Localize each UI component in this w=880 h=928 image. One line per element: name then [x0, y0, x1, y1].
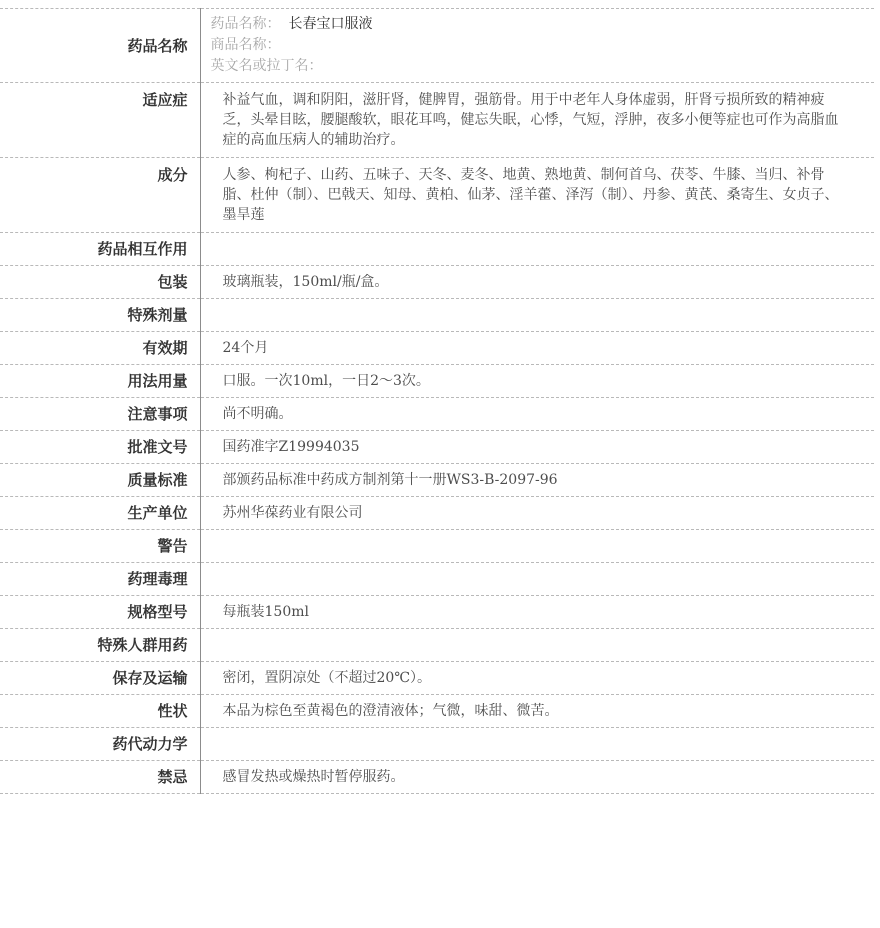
table-row-shelf-life	[0, 332, 874, 365]
row-value: 苏州华葆药业有限公司	[222, 505, 363, 521]
row-value: 口服。一次10ml，一日2～3次。	[222, 373, 430, 389]
row-value: 本品为棕色至黄褐色的澄清液体；气微，味甜、微苦。	[222, 703, 559, 719]
row-value	[200, 299, 874, 332]
row-label: 保存及运输	[0, 662, 200, 695]
row-label: 注意事项	[0, 398, 200, 431]
row-value	[200, 530, 874, 563]
table-row-indications	[0, 83, 874, 158]
row-label: 批准文号	[0, 431, 200, 464]
table-row-precautions	[0, 398, 874, 431]
row-label: 禁忌	[0, 761, 200, 794]
row-label: 药代动力学	[0, 728, 200, 761]
row-value-drug-name	[200, 9, 874, 83]
row-label: 用法用量	[0, 365, 200, 398]
drug-info-table	[0, 8, 874, 794]
row-label: 药品名称	[0, 9, 200, 83]
table-row-ingredients	[0, 158, 874, 233]
row-value: 人参、枸杞子、山药、五味子、天冬、麦冬、地黄、熟地黄、制何首乌、茯苓、牛膝、当归、补骨脂、杜仲（制）、巴戟天、知母、黄柏、仙茅、淫羊藿、泽泻（制）、丹参、黄芪、桑寄生、女贞子、墨旱莲	[222, 167, 839, 223]
table-row-packaging	[0, 266, 874, 299]
row-value: 国药准字Z19994035	[222, 439, 360, 455]
row-value: 感冒发热或燥热时暂停服药。	[222, 769, 405, 785]
row-value: 玻璃瓶装，150ml/瓶/盒。	[222, 274, 389, 290]
row-label: 适应症	[0, 83, 200, 158]
drug-name-value: 长春宝口服液	[288, 16, 373, 32]
table-row-contraindications	[0, 761, 874, 794]
table-row-dosage-usage	[0, 365, 874, 398]
row-value: 密闭，置阴凉处（不超过20℃）。	[222, 670, 431, 686]
row-label: 规格型号	[0, 596, 200, 629]
field-prefix-drug-name: 药品名称：	[210, 16, 281, 32]
row-label: 性状	[0, 695, 200, 728]
row-label: 警告	[0, 530, 200, 563]
table-row-special-dosage	[0, 299, 874, 332]
table-row-approval-number	[0, 431, 874, 464]
table-row-manufacturer	[0, 497, 874, 530]
row-value	[200, 563, 874, 596]
row-value	[200, 728, 874, 761]
table-row-special-populations	[0, 629, 874, 662]
row-value	[200, 233, 874, 266]
field-prefix-trade-name: 商品名称：	[210, 37, 281, 53]
row-label: 药理毒理	[0, 563, 200, 596]
table-row-pharmacology-toxicology	[0, 563, 874, 596]
table-row-description	[0, 695, 874, 728]
row-value: 24个月	[222, 340, 269, 356]
trade-name-line	[211, 35, 845, 56]
row-value: 每瓶装150ml	[222, 604, 309, 620]
table-row-interactions	[0, 233, 874, 266]
drug-name-line	[211, 14, 845, 35]
row-value	[200, 629, 874, 662]
latin-name-line	[211, 56, 845, 77]
table-row-specification	[0, 596, 874, 629]
row-label: 生产单位	[0, 497, 200, 530]
table-row-quality-standard	[0, 464, 874, 497]
row-value: 补益气血，调和阴阳，滋肝肾，健脾胃，强筋骨。用于中老年人身体虚弱，肝肾亏损所致的精神疲乏，头晕目眩，腰腿酸软，眼花耳鸣，健忘失眠，心悸，气短，浮肿，夜多小便等症也可作为高脂血症的高血压病人的辅助治疗。	[222, 92, 839, 148]
table-row-storage-transport	[0, 662, 874, 695]
table-row-drug-name	[0, 9, 874, 83]
row-label: 有效期	[0, 332, 200, 365]
table-row-warning	[0, 530, 874, 563]
row-label: 成分	[0, 158, 200, 233]
row-label: 质量标准	[0, 464, 200, 497]
row-value: 部颁药品标准中药成方制剂第十一册WS3-B-2097-96	[222, 472, 558, 488]
table-row-pharmacokinetics	[0, 728, 874, 761]
row-label: 特殊剂量	[0, 299, 200, 332]
field-prefix-latin-name: 英文名或拉丁名：	[210, 58, 323, 74]
row-label: 特殊人群用药	[0, 629, 200, 662]
row-label: 药品相互作用	[0, 233, 200, 266]
row-value: 尚不明确。	[222, 406, 293, 422]
row-label: 包装	[0, 266, 200, 299]
